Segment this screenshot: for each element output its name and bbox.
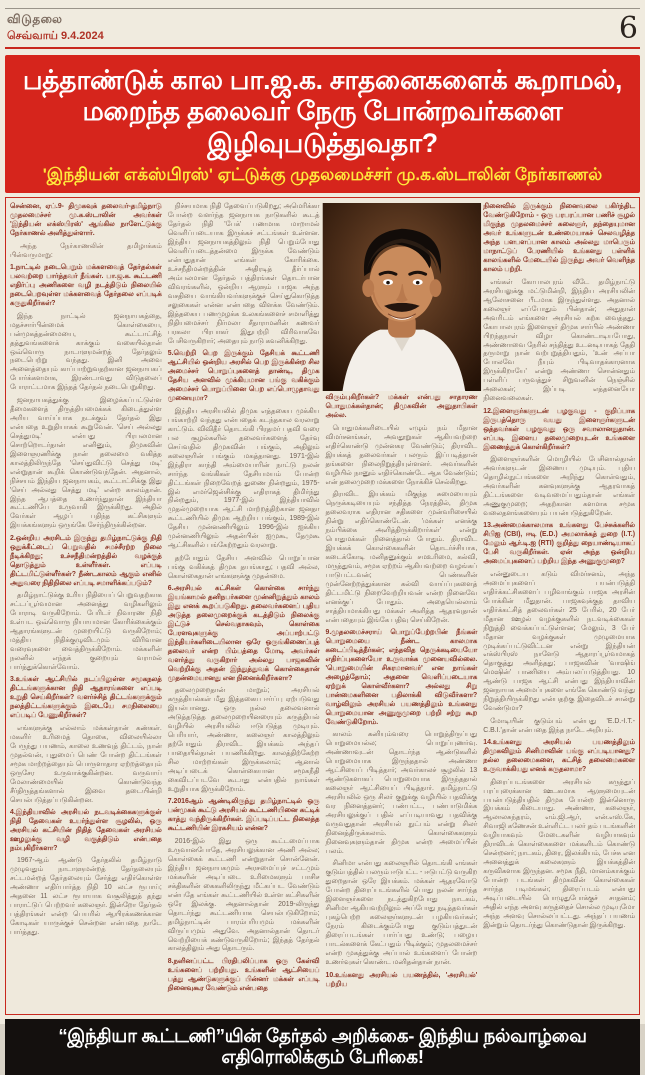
article-column-3 xyxy=(326,203,478,1009)
body-paragraph: தற்போதும் தேசிய அளவில் பொறுப்பான பங்கு வகிக்கத் திமுக தயங்காது; பதவி அல்ல, கொள்கைதான் எங்களுக்கு முதன்மை. xyxy=(167,554,320,580)
body-paragraph: எங்களுக்கு எல்லாம் மக்கள்தான் கண்கள். மகளிர் உரிமைத் தொகை, விலையில்லா பேருந்து பயணம், காலை உணவுத் திட்டம், நான் முதல்வன், புதுமைப் பெண் போன்ற திட்டங்கள் சமூக மாற்றத்தையும் பொருளாதார ஏற்றத்தையும் ஒருசேர உருவாக்குகின்றன. வருவாய் மேலாண்மையில் கொண்டுவந்த சீர்திருத்தங்களால் இவை தடையின்றி செயல்படுத்தப்படுகின்றன. xyxy=(10,724,162,804)
question-paragraph: 2.ஒன்றிய அரசிடம் இருந்து தமிழ்நாட்டுக்கு நிதி ஒதுக்கீட்டைப் பெறுவதில் சமச்சீரற்ற நிலை நீடிக்கிறது; உச்சநீதிமன்றத்தில் வழக்குத் தொடுத்தும் உள்ளீர்கள். எப்படி திட்டமிட்டுள்ளீர்கள்? நீண்டகாலம் ஆகும் எனில் அதுவரை நிதிநிலை எப்படி சமாளிக்கப்படும்? xyxy=(10,534,162,587)
question-paragraph: 6.அரசியல் கட்சிகள் கொள்கை சார்ந்து இயங்காமல் தனிநபர்களை முன்னிறுத்தும் காலம் இது எனக் கூறப்படுகிறது. தலைவர்களைப் புதிய அடுத்த தலைமுறைக்குக் கடத்திடும் நிலைக்கு இட்டுச் செல்வதாகவும், கொள்கை பேரளவுகளுக்கு அப்பாற்பட்டு இந்தியர்களிடையிலான ஒரே ஒருங்கிணைப்புத் தலைவர் என்ற பிம்பத்தை மோடி அவர்கள் வளர்த்து வருகிறார் அல்லது பாஜகவின் வெற்றிக்கு அதன் இந்துத்துவக் கொள்கைதான் முதன்மையானது என நினைக்கிறீர்களா? xyxy=(167,585,320,682)
question-paragraph: 8.நளினப்பட்ட பிரதிபலிப்பாக ஒரு கேள்வி உங்களைப் பற்றியது. உங்களின் ஆட்சியைப் பத்து ஆண்டுகளுக்குப் பின்னர் மக்கள் எப்படி நினைவுகூர வேண்டும் என்பதை xyxy=(167,957,320,992)
top-divider xyxy=(5,8,640,9)
article-column-4 xyxy=(483,203,635,1009)
portrait-illustration xyxy=(326,203,478,391)
body-paragraph: 2016-இல் இது ஒரு கூட்டமைப்பாக உருவானபோதே, அரசியலுக்கான அணி அல்ல; கொள்கைக் கூட்டணி என்றுதான் சொன்னேன். இந்திய ஜனநாயகமும் அரசமைப்புச் சட்டமும் மக்களின் அடிப்படை உரிமைகளும் பாசிச சக்திகளின் கைகளிலிருந்து மீட்கப்பட வேண்டும் என்பதே எங்கள் கூட்டணியில் உள்ள கட்சிகளின் ஒரே இலக்கு. அதனால்தான் 2019-லிருந்து தொடர்ந்து கூட்டணியாக செயல்படுகிறோம்; தமிழ்நாட்டின் பாரம்பரியமும் மக்களின் விருப்பமும் அதுவே. அதனால்தான் தொடர் வெற்றியைக் கண்டுவருகிறோம்; இந்தத் தேர்தல் காலத்திலும் அது தொடரும். xyxy=(167,837,320,953)
article-column-2 xyxy=(168,203,320,1009)
body-paragraph: எங்கள் கோபாலபுரம் வீடே தமிழ்நாட்டு அரசியலுக்கு மட்டுமின்றி, இந்திய அரசியலின் ஆலோசனை பீடமாக இருந்துள்ளது. அதனால் கலைஞர் எப்போதும் பின்தான்; அதுதான் அவரிடம் எங்களை அரசியல் கற்க வைத்தது. கோபாலபுரம் இளைஞர் திமுக சார்பில் அண்ணா பிறந்தநாள் விழா கொண்டாடியபோது, அண்ணாவை நேரில் சந்தித்து உடனடியாகத் தேதி தருமாறு நான் வற்புறுத்தியதும், 'உன் அப்பா போலவே நீயும் பிடிவாதக்காரனாக இருக்கிறாயே' என்று அண்ணா சொன்னதும் பள்ளிப் பருவத்துச் சிறுவனின் நெஞ்சில் அலைகள்; இப்படி எத்தனையோ நினைவலைகள். xyxy=(483,278,635,403)
article-body xyxy=(5,197,640,1015)
question-paragraph: 13.அண்மைக்காலமாக உங்களது பேச்சுக்களில் சிபிஐ (CBI), ஈடி (E.D.) அமலாக்கத் துறை (I.T.) மேலும் ஆர்.டி.ஐ (RTI) குறித்து நையாண்டியாகப் பேசி வருகிறீர்கள். ஏன் அந்த ஒன்றிய அமைப்புகளைப் பற்றிய இந்த அணுகுமுறை? xyxy=(483,522,635,566)
body-paragraph: அந்த நேர்காணலின் தமிழாக்கம் பின்வருமாறு: xyxy=(10,242,162,259)
headline-banner xyxy=(5,55,640,193)
body-paragraph: தலைமுறைதான் மாறும்; அரசியல் கருத்தியல்கள் மீது இத்தகைய ஈர்ப்பு ஏற்படுவது இயல்பானது. ஒரு நல்ல தலைவனால் அடுத்தடுத்த தலைமுறையினரையும் கருத்தியல் வழியில் அரசியலில் ஈடுபடுத்த முடியும். பெரியார், அண்ணா, கலைஞர் காலத்திலும் தற்போதும் திராவிட இயக்கம் அந்தப் பாதையில்தான் பயணிக்கிறது. காலத்திற்கேற்ற சில மாற்றங்கள் இருக்கலாம்; ஆனால் அடிப்படைக் கொள்கையான சமூகநீதி கைவிடப்படவே கூடாது என்பதில் நாங்கள் உறுதியாக இருக்கிறோம். xyxy=(167,687,320,794)
masthead-row xyxy=(5,12,640,44)
masthead-divider xyxy=(5,47,640,49)
headline-line2: மறைந்த தலைவர் நேரு போன்றவர்களை இழிவுபடுத்துவதா? xyxy=(82,96,563,158)
body-paragraph: தமிழ்நாட்டுக்கு உரிய நிதியைப் பெறுவதற்காக சட்டப்பூர்வமான அனைத்து வழிகளிலும் போராடி வருகிறோம். பேரிடர் நிவாரண நிதி உள்பட ஒவ்வொரு நியாயமான கோரிக்கைக்கும் ஆதாரங்களுடன் முறையிட்டு வருகிறோம்; மத்திய நிதிக்குழுவிடமும் விரிவான வரைவுகளை வைத்திருக்கிறோம். மக்களின் நலனில் எந்தக் குறையும் வராமல் பார்த்துக்கொள்வோம். xyxy=(10,592,162,671)
question-paragraph: நினைவில் இருக்கும் நினைவலை பகிர்ந்திட வேண்டுகிறோம் - ஒரு பரபரப்பான பணிச் சூழல் மிகுந்த முதலமைச்சர் கலைஞர், தந்தையுமான அவர் உங்களுடன் உண்மையாகச் செலவழித்த அந்த பளபளப்பான காலம் அல்லது மாபெரும் மாநாட்டுப் பேரணியில் உங்களது பள்ளிக் காலங்களில் மேடையில் இருந்து அவர் வெளிந்த காலம் பற்றி. xyxy=(483,203,635,274)
body-paragraph: திராவிட இயக்கம் மிகுந்த சுமையையும் நெருக்கடியையும் சந்தித்த நேரத்தில், திமுக தலைவராக எதிரான சதிகளை முன்வரிசையில் நின்று எதிர்கொண்டேன். 'மக்கள் எனக்கு நம்பிக்கை அளித்திருக்கிறார்கள்' என்று பொதுமக்கள் நினைத்தால் போதும். திராவிட இயக்கக் கொள்கைகளின் தொடர்ச்சியாக, கடைக்கோடி மனிதனுக்கும் சமஉரிமை, கல்வி, மருத்துவம், சமூக ஏற்றம் ஆகியவற்றை வழங்கப் பாடுபட்டவன்; பெண்களின் முன்னேற்றத்துக்கான கல்வி வாய்ப்புகளைத் திட்டமிட்டு நிறைவேற்றியவன் என்ற நினைவே எனக்குப் போதும். அதையெல்லாம் சாத்தியமாக்கியது மக்கள் அளித்த ஆதரவுதான் என்பதையும் இங்கே பதிவு செய்கிறேன். xyxy=(325,491,478,624)
body-paragraph: 1967-ஆம் ஆண்டு தேர்தலில் தமிழ்நாடு முழுவதும் நாடாளுமன்றத் தேர்தலையும் சட்டமன்றத் தேர்தலையும் சேர்த்து எதிர்கொள்ள அண்ணா எதிர்பார்த்த நிதி 10 லட்ச ரூபாய்; அதனை 11 லட்ச ரூபாயாக வசூலித்துத் தந்து பாராட்டுப் பெற்றவர் கலைஞர். இன்றோ தேர்தல் பத்திரங்கள் என்ற பெயரில் ஆயிரக்கணக்கான கோடிகள் யாருக்குச் சென்றன என்பதை நாடே பார்த்தது. xyxy=(10,857,162,937)
body-paragraph: இந்த நாட்டில் ஜனநாயகத்தை, மதச்சார்பின்மைக் கொள்கையை, பன்முகத்தன்மையை, கூட்டாட்சித் தத்துவங்களைக் காக்கும் வகையில்தான் ஒவ்வொரு நாடாளுமன்றத் தேர்தலும் நடைபெற்று வந்தது. இனி அவை அனைத்தையும் காப்பாற்றுவதற்கான ஜனநாயகப் போர்க்களமாக, இரண்டாவது விடுதலைப் போராட்டமாக இந்தத் தேர்தல் நடைபெறுகிறது. xyxy=(10,312,162,392)
question-paragraph: 3.உங்கள் ஆட்சியில் நடப்பிலுள்ள சமூகநலத் திட்டங்களுக்கான நிதி ஆதாரங்களை எப்படி உறுதி செய்கிறீர்கள்? வளர்ச்சித் திட்டங்களுக்கும் நலத்திட்டங்களுக்கும் இடையே சமநிலையை எப்படிப் பேணுகிறீர்கள்? xyxy=(10,676,162,720)
body-paragraph: மோடியின் குடும்பம் என்பது 'E.D.-I.T.-C.B.I.'தான் என்பதை இந்த நாடே அறியும். xyxy=(483,717,635,734)
body-paragraph: சென்னை, ஏப்.9- திமுகவுக் தலைவர்-தமிழ்நாடு முதலமைச்சர் மு.க.ஸ்டாலின் அவர்கள் 'இந்தியன் எக்ஸ்பிரஸ்' ஆங்கில நாளேட்டுக்கு நேர்காணல் அளித்துள்ளார். xyxy=(10,203,162,238)
body-paragraph: பொதுமக்களிடையில் எழும் நம் மீதான விமர்சனங்கள், அவதூறுகள் ஆகியவற்றை எதிர்கொண்டு முன்னகர வேண்டும்; திராவிட இயக்கத் தலைவர்கள் பலரும் இப்படித்தான் தங்களை நிலைநிறுத்தியுள்ளனர். அவர்களின் வழியில் நானும் எதிர்கொண்டே ஆக வேண்டும்; என் தலைமுறை மக்களை நோக்கிச் செல்கிறது. xyxy=(325,424,478,486)
headline-line1: பத்தாண்டுக் கால பா.ஜ.க. சாதனைகளைக் கூறாமல், xyxy=(22,65,623,95)
question-paragraph: 1.நாட்டில் நடைபெறும் மக்களவைத் தேர்தல்கள் பலவற்றை பார்த்தவர் நீங்கள். பா.ஜ.க. கூட்டணி எதிர்ப்பு அணிகளை வழி நடத்திடும் நிலையில் நடைபெறவுள்ள மக்களவைத் தேர்தலை எப்படிக் கருதுகிறீர்கள்? xyxy=(10,264,162,308)
article-column-1 xyxy=(10,203,162,1009)
question-paragraph: 4.இந்தியாவில் அரசியல் நடவடிக்கைகளுக்குள் நிதி தேவைகள் உயர்ந்துள்ள சூழலில், ஒரு அரசியல் கட்சியின் நிதித் தேவைகள் அரசியல் ஊழலுக்கு வழி வகுத்திடும் என்பதை நம்புகிறீர்களா? xyxy=(10,808,162,852)
body-paragraph: திரைப்படங்களை அரசியல் கருத்துப் பரப்புரைக்கான ஊடகமாக ஆளுமையுடன் பயன்படுத்தியதில் திமுக போன்ற இன்னொரு இயக்கம் கிடையாது. அண்ணா, கலைஞர், ஆலாலசுந்தரம், எம்.ஜி.ஆர், என்.எஸ்.கே, சிவாஜி கணேசன் உள்ளிட்ட பலர் தம் படங்களின் வழியாகவும் மேடைகளின் வழியாகவும் திராவிடக் கொள்கைகளை மக்களிடம் கொண்டு சென்றனர்; நாடகம், திரை, இலக்கியம், பேச்சு என அனைத்துக் கலைகளும் இயக்கத்தின் கருவிகளாக இருந்தன. சமூக நீதி, மானம்காக்கும் போன்ற படங்கள் திமுகவின் கொள்கைகள் சார்ந்த படிமங்கள்; திரைப்படம் என்பது அடிப்படையில் பொழுதுபோக்குச் சாதனம்; அதில் எந்த அளவு கருத்தைச் சொல்ல முடியுமோ அந்த அளவு சொல்லப்பட்டது. அந்தப் பயணம் இன்றும் தொடர்ந்து கொண்டுதான் இருக்கிறது. xyxy=(483,778,635,930)
body-paragraph: சினிமா என்பது கலைஞரில் தொடங்கி எங்கள் குடும்பத்தில் பலரும் ஈடுபட்ட - ஈடுபட்டு வருகிற துறைதான் ஒரே இயக்கம். மக்கள் ஆதரவோடு போன்ற திரைப்படங்களில் பொது நலன் சார்ந்த இளைஞர்களை நடத்துகிறபோது நாடகம், சினிமா ஆகியவற்றிலும் அப்போது நடித்தவர்கள் புகழ்பெற்ற கலைஞர்களுடன் பழகியவர்கள்; நேரம் கிடைக்கும்போது குடும்பத்துடன் திரைப்படங்கள் பார்ப்பது உண்டு; பழைய பாடல்களைக் கேட்பதும் பிடிக்கும்; முதலமைச்சர் என்ற முகத்துக்கு அப்பால் உங்களைப் போன்ற உணர்வுகள் கொண்ட மனிதன்தான் நான். xyxy=(325,860,478,967)
body-paragraph: காலம் கனியும்வரை பொறுத்திருப்பது பொறுமையல்ல; பொறுப்புணர்வு. அண்ணாவுடன் தொடர்ந்த ஆண்டுகளில் பொறுமையாக இருந்ததால் அண்ணா ஆட்சியைப் பிடித்தார்; அவர்காலச் சூழலில் 13 ஆண்டுகளாகப் பொறுமையாக இருந்ததால் கலைஞர் ஆட்சியைப் பிடித்தார். தமிழ்நாட்டு அரசியலில் ஒரு சிலர் குறுக்கு வழியில் பதவிக்கு வர நினைத்தனர்; பண்பட்ட, பண்பாடுமிக்க அரசியலுக்குப் பதில் எப்படியாவது பதவிக்கு வருவதுதான் அரசியல் நுட்பம் என்று சிலர் நினைத்திருக்கலாம். கொள்கைகளும் நினைவுகளும்தான் திமுக என்ற அமைப்பின் பலம். xyxy=(325,731,478,855)
body-paragraph: என்னுடைய கடும் விமர்சனம், அந்த அமைப்புகளைப் பயன்படுத்தி எதிர்க்கட்சிகளைப் பழிவாங்கும் பாஜக அரசின் போக்கின் மீதுதான். பாஜகவுக்குத் தாவிய எதிர்க்கட்சித் தலைவர்கள் 25 பேரில், 20 பேர் மீதான ஊழல் வழக்குகளில் நடவடிக்கைகள் நிறுத்தி வைக்கப்பட்டுள்ளன; மேலும், 3 பேர் மீதான வழக்குகள் முழுமையாக முடிக்கப்பட்டுவிட்டன என்று இந்தியன் எக்ஸ்பிரஸ் நாளேடு ஆதாரப்பூர்வமாகத் தொகுத்து அளித்தது; பாஜகவின் 'வாஷிங் மெஷின்' பாணியை அம்பலப்படுத்தியது. 10 ஆண்டு பாஜக ஆட்சி என்பது இந்தியாவின் ஜனநாயக அமைப்புகளை எங்கே கொண்டு வந்து நிறுத்தியிருக்கிறது என்பதற்கு இதைவிடச் சான்று வேண்டுமா? xyxy=(483,570,635,713)
stalin-photo xyxy=(326,203,478,391)
question-paragraph: 12.இளைஞர்களுடன் பழகுவது - குறிப்பாக இருபத்தொரு வயது இளைஞர்களுடன் ஒத்தவர்கள் பழகுவது ஒரு சவாலானதுதான். எப்படி இளைய தலைமுறையுடன் உங்களை இணைத்துக் கொள்கிறீர்கள்? xyxy=(483,407,635,451)
question-paragraph: விரும்புகிறீர்கள்? மக்கள் என்பது சாதாரண பொதுமக்கள்தான்; திமுகவின் அனுதாபிகள் அல்ல. xyxy=(325,394,478,420)
page-number: 6 xyxy=(618,11,638,46)
question-paragraph: 10.உங்களது அரசியல் பயணத்தில், 'அரசியல்' பற்றிய xyxy=(325,971,478,988)
subheadline: 'இந்தியன் எக்ஸ்பிரஸ்' ஏட்டுக்கு முதலமைச்சர் மு.க.ஸ்டாலின் நேர்காணல் xyxy=(42,164,603,184)
body-paragraph: ஜனநாயகத்துக்கு இழைக்கப்பட்டுள்ள தீமைகளைத் திருத்தியமைக்கக் கிடைத்துள்ள அரிய வாய்ப்பாக நடக்கும் தேர்தல் இது என்பதை உறுதியாகக் கூறுவேன். 'செய் அல்லது செத்துமடி' என்பது பிரபலமான சொற்றொடர்தான் எனினும், திமுகவின் இளைஞரணிக்கு நான் தலைமை வகித்த காலத்திலிருந்தே 'செய்துவிட்டு செத்து மடி' என்றுதான் கூறிக் கொண்டுவந்தேன். அதனால், நிச்சயம் இந்திய ஜனநாயகம், கூட்டாட்சிக்கு இது 'செய் அல்லது செத்து மடி' என்ற காலம்தான். இந்த ஆபத்தை உணர்ந்துதான் இந்தியா கூட்டணியே உருவாகி இருக்கிறது. அதில் வேர்கள் ஆழப் பதிந்த கட்சிகளும் இயக்கங்களும் ஒருங்கே சேர்ந்திருக்கின்றன. xyxy=(10,396,162,530)
issue-date: செவ்வாய் 9.4.2024 xyxy=(7,30,104,42)
masthead-title: விடுதலை xyxy=(7,12,63,26)
question-paragraph: 7.2016ஆம் ஆண்டிலிருந்து தமிழ்நாட்டில் ஒரு பன்முகக் கூட்டு அரசியல் கூட்டணியினை கட்டிக் காத்து வந்திருக்கிறீர்கள். இப்படிப்பட்ட நிலைத்த கூட்டணியின் இரகசியம் என்ன? xyxy=(167,798,320,833)
bottom-banner: “இந்தியா கூட்டணி”யின் தேர்தல் அறிக்கை- இந்திய நல்வாழ்வை எதிரொலிக்கும் பேரிகை! xyxy=(5,1019,640,1075)
body-paragraph: இந்திய அரசியலில் திமுக எத்தகைய முக்கிய பங்காற்றி வந்தது என்பதைக் கடந்தகால வரலாறு காட்டும். விவிதீர் தொடங்கி பிரதமர் பதவி வரை பல சூழல்களில் தலைவர்களைத் தேர்வு செய்வதில் திமுகவின் பங்கும், அதிலும் கலைஞரின் பங்கும் மகத்தானது. 1971-இல் இந்திரா காந்தி அம்மையாரின் நாட்டு நலன் சார்ந்த வங்கிகள் தேசியமயம் போன்ற திட்டங்கள் நிறைவேறத் துணை நின்றதும், 1975-இல் எமர்ஜென்சிக்கு எதிராகத் திமிர்ந்து நின்றதும், 1977-இல் இந்தியாவில் முதல்முறையாக ஆட்சி மாற்றத்திற்கான ஜனதா கூட்டணியில் திமுக ஆற்றிய பங்கும், 1989-இல் தேசிய முன்னணியிலும் 1996-இல் ஐக்கிய முன்னணியிலும் அதன்பின் ஐமுகூ, தேமுகூ ஆட்சிகளில் பங்கேற்றதும் வரலாறு. xyxy=(167,407,320,550)
question-paragraph: 14.உங்களது அரசியல் பயணத்திலும் திமுகவிலும் சினிமாவின் பங்கு எப்படியானது? நல்ல தலைமைகளை, கட்சித் தலைமைகளை உருவாக்கியது எனக் கருதலாமா? xyxy=(483,739,635,774)
question-paragraph: 9.முதலமைச்சராய் பொறுப்பேற்றபின் நீங்கள் பொறுமையை நீண்ட காலமாக கடைப்பிடித்தீர்கள்; எந்தவித நெருக்கடியையோ எதிர்ப்புகளையோ உருவாக்க முனையவில்லை. 'பொறுமையின் சிகரமானவர்' என நாங்கள் அழைத்தோம்; அதனை வெளிப்படையாக ஏற்றுக் கொள்வீர்களா? அல்லது சிறு பான்மைகளினை பதிலாக்கி விடுவீர்களா? வாழ்விலும் அரசியல் பயணத்திலும் உங்களது பொறுமையான அணுகுமுறை பற்றி சற்று கூற வேண்டுகிறோம். xyxy=(325,629,478,726)
body-paragraph: நிச்சயமாக நிதி தேவைப்படுகிறது; அமெரிக்கா போன்ற வளர்ந்த ஜனநாயக நாடுகளில் கூடத் தேர்தல் நிதி 'பேக்' பணமாக மாறாமல் வெளிப்படையாக இருக்கச் சட்டங்கள் உள்ளன. இந்திய ஜனநாயகத்திலும் நிதி பெறும்போது வெளிப்படைத்தன்மை இருக்க வேண்டும் என்பதுதான் எங்கள் கோரிக்கை. உச்சநீதிமன்றத்தின் அதிரடித் தீர்ப்பால் அம்பலமான தேர்தல் பத்திரங்கள் தொடர்பான விவரங்களில், ஒன்றிய ஆளும் பாஜக அந்த வசதியை வாங்கியவர்களுக்குச் செய்துகொடுத்த சலுகைகள் என்ன என்பதை விளக்க வேண்டும். இத்தகைய பணமுழக்க உலகங்களைச் சமாளித்து நிதியமைச்சர் நிர்மலா சீதாராமனின் கணவர் பரகலா பிரபாகர் இதுபற்றி விரிவாகவே பேசிவருகிறார்; அதையும் நாடு கவனிக்கிறது. xyxy=(167,203,320,346)
body-paragraph: இளைஞர்களின் மொழியில் பேசினால்தான் அவர்களுடன் இணைய முடியும். புதிய தொழில்நுட்பங்களை அறிந்து கொள்வதும், அவர்களின் கனவுகளுக்கு ஆதரவாகத் திட்டங்களை வடிவமைப்பதும்தான் எங்கள் அணுகுமுறை; அதற்கான களமாக சமூக வலைதளங்களையும் பயன்படுத்துகிறேன். xyxy=(483,456,635,517)
question-paragraph: 5.வெற்றி பெற இருக்கும் தேசியக் கூட்டணி ஆட்சியில் ஒன்றிய அரசில் பெற இருக்கின்ற சில அமைச்சர் பொறுப்புகளைத் தாண்டி, திமுக தேசிய அளவில் முக்கியமான பங்கு வகிக்கும் அமைச்சர் பொறுப்பினை பெற எப்பொழுதாவது முனையுமா? xyxy=(167,350,320,403)
